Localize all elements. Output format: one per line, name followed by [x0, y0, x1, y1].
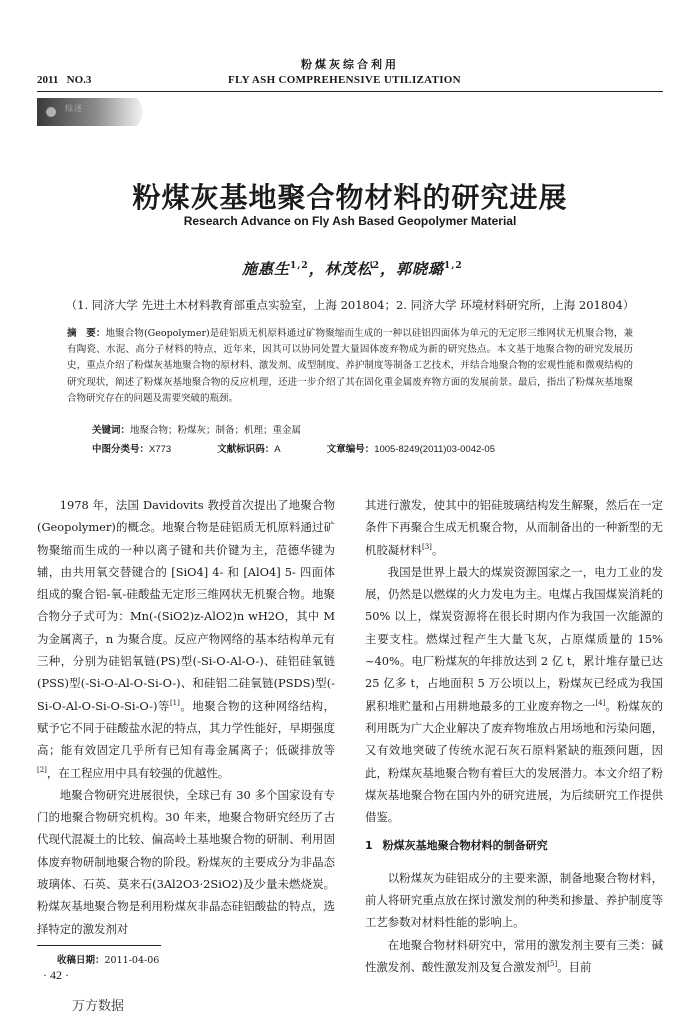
- author-name: 郭晓璐: [396, 260, 445, 278]
- body-text: 1978 年，法国 Davidovits 教授首次提出了地聚合物(Geopolymer)的概念。地聚合物是硅铝质无机原料通过矿物聚缩而生成的一种以离子键和共价键为主，范德华键为辅，由共用氧交替键合的 [SiO4] 4- 和 [AlO4] 5- 四面体组成的聚合铝-氧-硅酸盐无定形三维网状无机聚合物。地聚合物分子式可为：Mn(-(SiO2)z-AlO2)n wH2O，其中 M 为金属离子，n 为聚合度。反应产物网络的基本结构单元有三种，分别为硅铝氧链(PS)型(-Si-O-Al-O-)、硅铝硅氧链(PSS)型(-Si-O-Al-O-Si-O-)、和硅铝二硅氧链(PSDS)型(-Si-O-Al-O-Si-O-Si-O-)等: [37, 498, 335, 713]
- abstract-label: 摘 要：: [67, 328, 106, 339]
- issue-number: 2011 NO.3: [37, 74, 92, 86]
- citation: [3]: [421, 542, 432, 551]
- author-list: [242, 258, 463, 279]
- classification-line: [92, 441, 612, 455]
- keywords-text: 地聚合物；粉煤灰；制备；机理；重金属: [130, 425, 302, 436]
- body-text: 。目前: [557, 959, 592, 974]
- article-number-value: 1005-8249(2011)03-0042-05: [374, 444, 495, 455]
- article-number-label: 文章编号：: [326, 444, 375, 455]
- author-affiliation-mark: 2: [372, 261, 380, 271]
- column-tag-banner-icon: [37, 94, 149, 130]
- body-paragraph: [365, 934, 663, 979]
- body-text: 。: [431, 542, 444, 557]
- author-name: 施惠生: [242, 260, 291, 278]
- section-heading: [365, 835, 663, 857]
- body-paragraph: [365, 561, 663, 829]
- body-paragraph: 以粉煤灰为硅铝成分的主要来源，制备地聚合物材料，前人将研究重点放在探讨激发剂的种类和掺量、养护制度等工艺参数对材料性能的影响上。: [365, 870, 663, 930]
- footnote-rule: [37, 945, 161, 946]
- body-text: 。地聚合物的这种网络结构，赋予它不同于硅酸盐水泥的特点，其力学性能好，早期强度高；能有效固定几乎所有已知有毒金属离子；低碳排放等: [37, 698, 335, 758]
- section-number: 1: [365, 839, 373, 853]
- journal-name-cn: 粉煤灰综合利用: [301, 58, 399, 71]
- body-column-right: [365, 494, 663, 978]
- received-date: [57, 952, 159, 966]
- citation: [4]: [595, 698, 606, 707]
- received-date-value: 2011-04-06: [104, 955, 160, 966]
- body-text: 我国是世界上最大的煤炭资源国家之一，电力工业的发展，仍然是以燃煤的火力发电为主。电煤占我国煤炭消耗的 50% 以上，煤炭资源将在很长时期内作为我国一次能源的主要支柱。燃煤过程产生大量飞灰，占原煤质量的 15% ~40%。电厂粉煤灰的年排放达到 2 亿 t，累计堆存量已达 25 亿多 t，占地面积 5 万公顷以上，粉煤灰已经成为我国累积堆贮量和占用耕地最多的工业废弃物之一: [365, 564, 663, 713]
- journal-name-en: FLY ASH COMPREHENSIVE UTILIZATION: [228, 74, 461, 86]
- abstract-text: 地聚合物(Geopolymer)是硅铝质无机原料通过矿物聚缩而生成的一种以硅铝四面体为单元的无定形三维网状无机聚合物，兼有陶瓷、水泥、高分子材料的特点，近年来，因其可以协同处置大量固体废弃物成为新的研究热点。本文基于地聚合物的研究发展历史，重点介绍了粉煤灰基地聚合物的原材料、激发剂、成型制度、养护制度等制备工艺技术，并结合地聚合物的宏观性能和微观结构的研究现状，阐述了粉煤灰基地聚合物的反应机理，还进一步介绍了其在固化重金属废弃物方面的发展前景。最后，指出了粉煤灰基地聚合物研究存在的问题及需要突破的瓶颈。: [67, 328, 633, 404]
- body-paragraph: [365, 494, 663, 561]
- citation: [2]: [37, 765, 47, 774]
- column-tag-label: 综述: [65, 104, 83, 113]
- column-tag: [37, 94, 149, 130]
- section-title: 粉煤灰基地聚合物材料的制备研究: [382, 839, 548, 853]
- citation: [5]: [547, 960, 558, 969]
- body-text: 其进行激发，使其中的铝硅玻璃结构发生解聚，然后在一定条件下再聚合生成无机聚合物，从而制备出的一种新型的无机胶凝材料: [365, 498, 663, 557]
- affiliation: （1. 同济大学 先进土木材料教育部重点实验室，上海 201804；2. 同济大学 环境材料研究所，上海 201804）: [65, 298, 635, 312]
- doc-code-label: 文献标识码：: [217, 444, 275, 455]
- abstract: [67, 326, 633, 407]
- body-text: ，在工程应用中具有较强的优越性。: [46, 765, 230, 780]
- author-name: 林茂松: [324, 260, 373, 278]
- author-affiliation-mark: 1,2: [290, 261, 309, 271]
- received-date-label: 收稿日期：: [57, 955, 105, 966]
- body-column-left: [37, 494, 335, 940]
- clc-value: X773: [149, 444, 172, 455]
- paper-title: 粉煤灰基地聚合物材料的研究进展: [132, 181, 568, 214]
- author-affiliation-mark: 1,2: [444, 261, 463, 271]
- body-paragraph: 地聚合物研究进展很快，全球已有 30 多个国家设有专门的地聚合物研究机构。30 年来，地聚合物研究经历了古代现代混凝土的比较、偏高岭土基地聚合物的研制、利用固体废弃物研制地聚合物的阶段。粉煤灰的主要成分为非晶态玻璃体、石英、莫来石(3Al2O3·2SiO2)及少量未燃烧炭。粉煤灰基地聚合物是利用粉煤灰非晶态硅铝酸盐的特点，选择特定的激发剂对: [37, 787, 335, 936]
- paper-subtitle-en: Research Advance on Fly Ash Based Geopolymer Material: [183, 214, 517, 228]
- keywords-label: 关键词：: [92, 425, 131, 436]
- clc-label: 中图分类号：: [92, 444, 150, 455]
- watermark: 万方数据: [72, 999, 125, 1014]
- citation: [1]: [169, 698, 180, 707]
- page-number: · 42 ·: [43, 968, 69, 982]
- body-text: 。粉煤灰的利用既为广大企业解决了废弃物堆放占用场地和污染问题，又有效地突破了传统水泥石灰石原料紧缺的瓶颈问题，因此，粉煤灰基地聚合物有着巨大的发展潜力。本文介绍了粉煤灰基地聚合物在国内外的研究进展，为后续研究工作提供借鉴。: [365, 698, 663, 825]
- doc-code-value: A: [274, 444, 281, 455]
- body-text: 在地聚合物材料研究中，常用的激发剂主要有三类：碱性激发剂、酸性激发剂及复合激发剂: [365, 937, 663, 974]
- body-paragraph: [37, 494, 335, 784]
- author-separator: ，: [379, 260, 396, 278]
- author-separator: ，: [308, 260, 325, 278]
- header-rule: [37, 91, 663, 92]
- keywords: [92, 422, 301, 436]
